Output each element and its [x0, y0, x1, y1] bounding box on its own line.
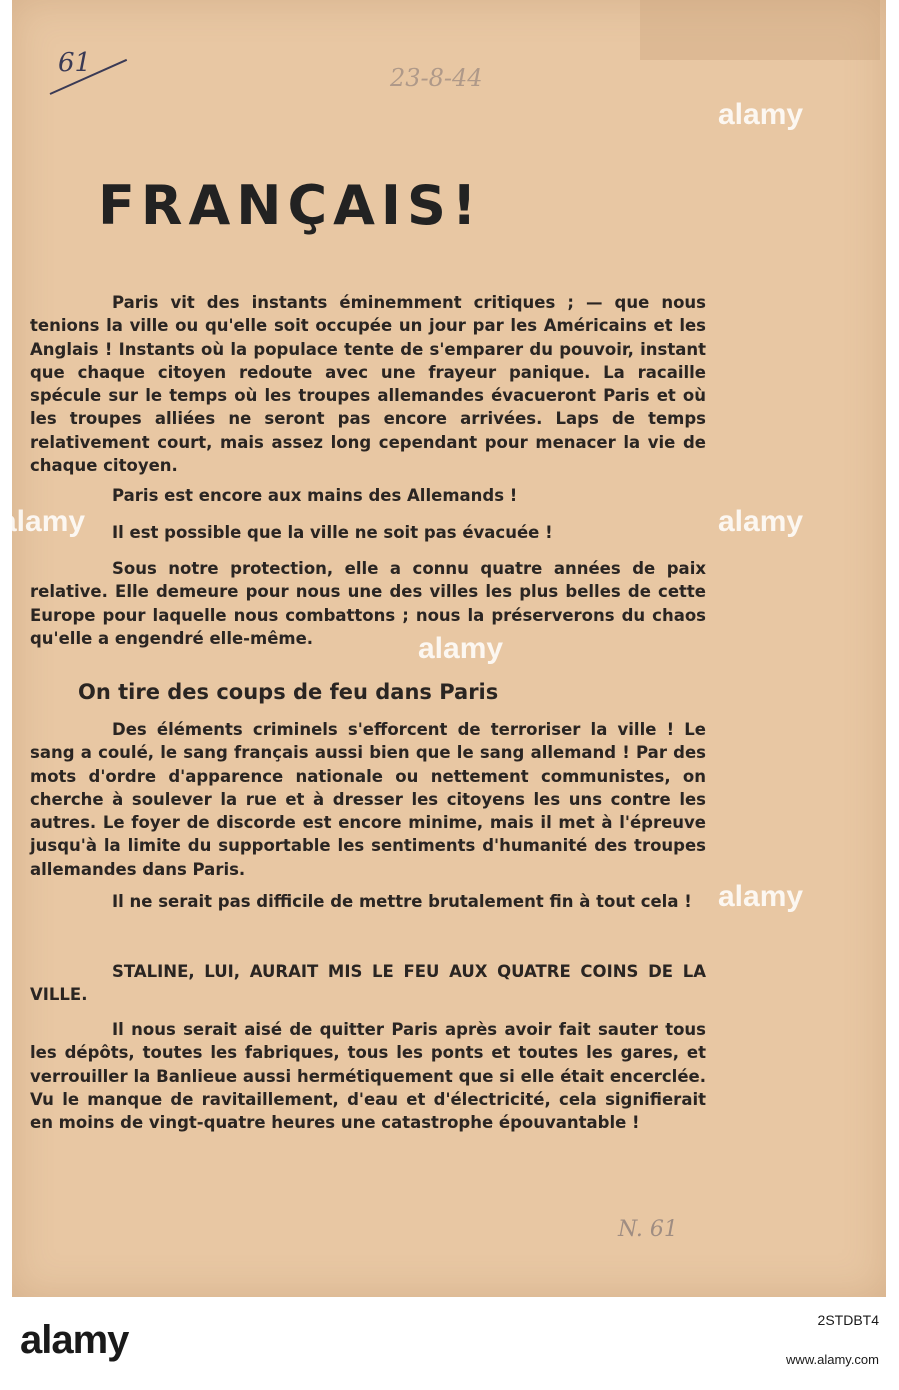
watermark: alamy [718, 505, 804, 538]
alamy-logo: alamy [20, 1318, 129, 1362]
paragraph-7: STALINE, LUI, AURAIT MIS LE FEU AUX QUATRE COINS DE LA VILLE. [30, 962, 706, 1005]
watermark: alamy [718, 880, 804, 913]
site-url: www.alamy.com [786, 1352, 879, 1367]
handwritten-bottom-number: N. 61 [618, 1217, 678, 1242]
watermark: alamy [718, 98, 804, 131]
page-title: FRANÇAIS! [98, 174, 483, 237]
paragraph-4: Sous notre protection, elle a connu quatre années de paix relative. Elle demeure pour nous une des villes les plus belles de cette Europe pour laquelle nous combattons ; nous la préserverons du chaos qu'elle a engendré elle-même. [30, 559, 706, 648]
watermark: alamy [418, 632, 504, 665]
section-heading: On tire des coups de feu dans Paris [78, 680, 499, 704]
paper-stain [640, 0, 880, 60]
paragraph-6: Il ne serait pas difficile de mettre brutalement fin à tout cela ! [112, 892, 692, 911]
paragraph-1: Paris vit des instants éminemment critiques ; — que nous tenions la ville ou qu'elle soit occupée un jour par les Américains et les Anglais ! Instants où la populace tente de s'emparer du pouvoir, instant que chaque citoyen redoute avec une frayeur panique. La racaille spécule sur le temps où les troupes allemandes évacueront Paris et où les troupes alliées ne seront pas encore arrivées. Laps de temps relativement court, mais assez long cependant pour menacer la vie de chaque citoyen. [30, 293, 706, 476]
footer-bar [0, 1300, 899, 1390]
paragraph-3: Il est possible que la ville ne soit pas évacuée ! [112, 523, 553, 542]
handwritten-date: 23-8-44 [390, 64, 483, 92]
paragraph-5: Des éléments criminels s'efforcent de terroriser la ville ! Le sang a coulé, le sang français aussi bien que le sang allemand ! Par des mots d'ordre d'apparence nationale ou nettement communistes, on cherche à soulever la rue et à dresser les citoyens les uns contre les autres. Le foyer de discorde est encore minime, mais il met à l'épreuve jusqu'à la limite du supportable les sentiments d'humanité des troupes allemandes dans Paris. [30, 720, 706, 879]
image-id: 2STDBT4 [817, 1312, 879, 1328]
paragraph-2: Paris est encore aux mains des Allemands ! [112, 486, 518, 505]
paragraph-8: Il nous serait aisé de quitter Paris après avoir fait sauter tous les dépôts, toutes les fabriques, tous les ponts et toutes les gares, et verrouiller la Banlieue aussi hermétiquement que si elle était encerclée. Vu le manque de ravitaillement, d'eau et d'électricité, cela signifierait en moins de vingt-quatre heures une catastrophe épouvantable ! [30, 1020, 706, 1133]
handwritten-number: 61 [58, 48, 92, 78]
watermark: alamy [0, 505, 86, 538]
